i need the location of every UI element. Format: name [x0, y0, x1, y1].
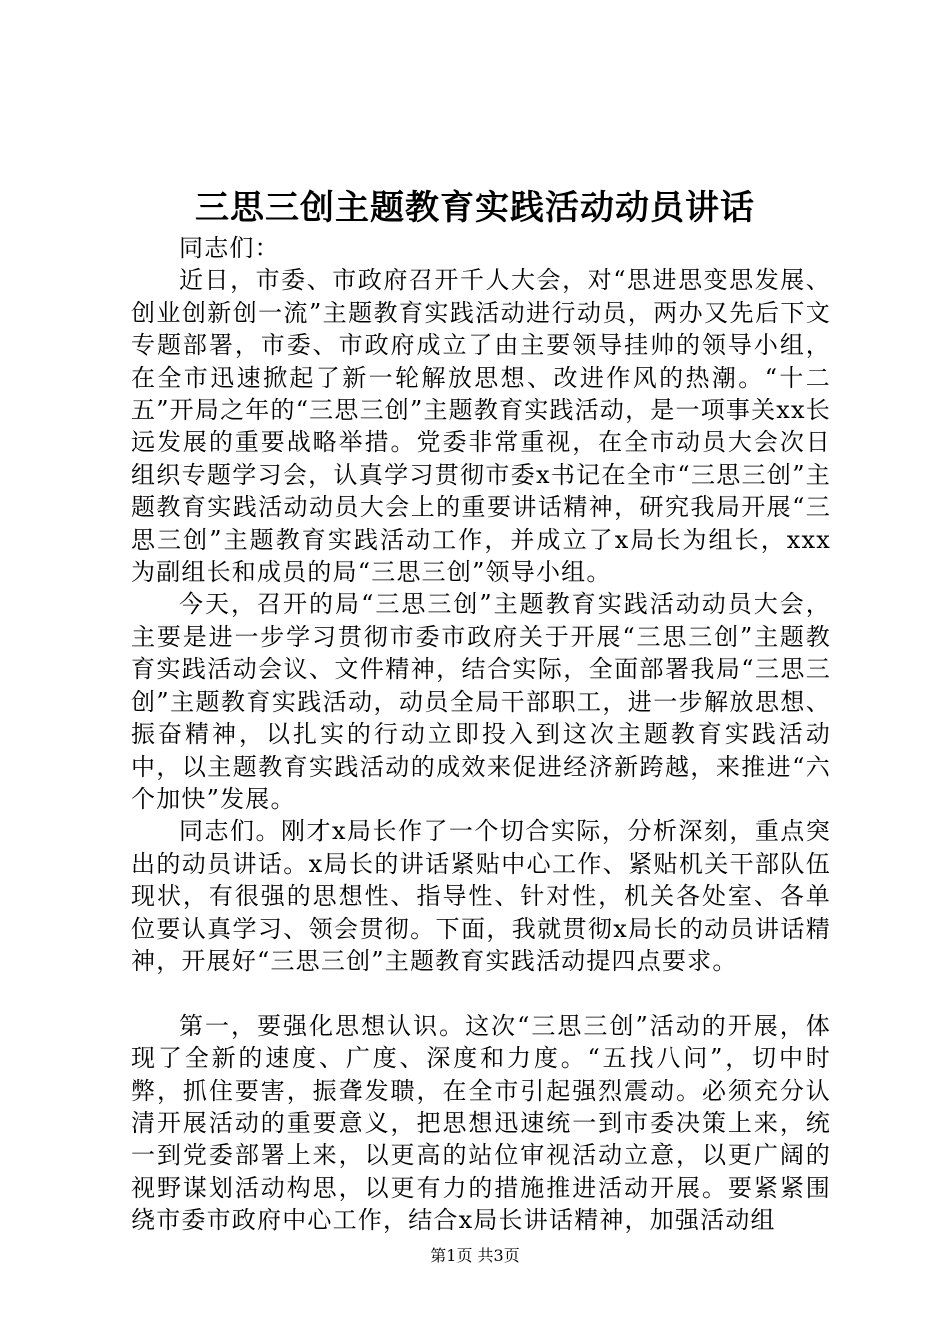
- salutation-paragraph: 同志们：: [179, 234, 280, 262]
- body-paragraph-2: 今天，召开的局“三思三创”主题教育实践活动动员大会，主要是进一步学习贯彻市委市政府关于开展“三思三创”主题教育实践活动会议、文件精神，结合实际，全面部署我局“三思三创”主题教育实践活动，动员全局干部职工，进一步解放思想、振奋精神，以扎实的行动立即投入到这次主题教育实践活动中，以主题教育实践活动的成效来促进经济新跨越，来推进“六个加快”发展。: [131, 590, 831, 813]
- document-title: 三思三创主题教育实践活动动员讲话: [195, 188, 755, 228]
- body-paragraph-4: 第一，要强化思想认识。这次“三思三创”活动的开展，体现了全新的速度、广度、深度和力度。“五找八问”，切中时弊，抓住要害，振聋发聩，在全市引起强烈震动。必须充分认清开展活动的重要意义，把思想迅速统一到市委决策上来，统一到党委部署上来，以更高的站位审视活动立意，以更广阔的视野谋划活动构思，以更有力的措施推进活动开展。要紧紧围绕市委市政府中心工作，结合x局长讲话精神，加强活动组: [131, 1011, 831, 1235]
- page-footer: 第1页 共3页: [430, 1246, 520, 1265]
- document-body: [131, 232, 831, 1237]
- body-paragraph-1: 近日，市委、市政府召开千人大会，对“思进思变思发展、创业创新创一流”主题教育实践活动进行动员，两办又先后下文专题部署，市委、市政府成立了由主要领导挂帅的领导小组，在全市迅速掀起了新一轮解放思想、改进作风的热潮。“十二五”开局之年的“三思三创”主题教育实践活动，是一项事关xx长远发展的重要战略举措。党委非常重视，在全市动员大会次日组织专题学习会，认真学习贯彻市委x书记在全市“三思三创”主题教育实践活动动员大会上的重要讲话精神，研究我局开展“三思三创”主题教育实践活动工作，并成立了x局长为组长，xxx为副组长和成员的局“三思三创”领导小组。: [131, 266, 831, 587]
- body-paragraph-3: 同志们。刚才x局长作了一个切合实际，分析深刻，重点突出的动员讲话。x局长的讲话紧贴中心工作、紧贴机关干部队伍现状，有很强的思想性、指导性、针对性，机关各处室、各单位要认真学习、领会贯彻。下面，我就贯彻x局长的动员讲话精神，开展好“三思三创”主题教育实践活动提四点要求。: [131, 817, 831, 975]
